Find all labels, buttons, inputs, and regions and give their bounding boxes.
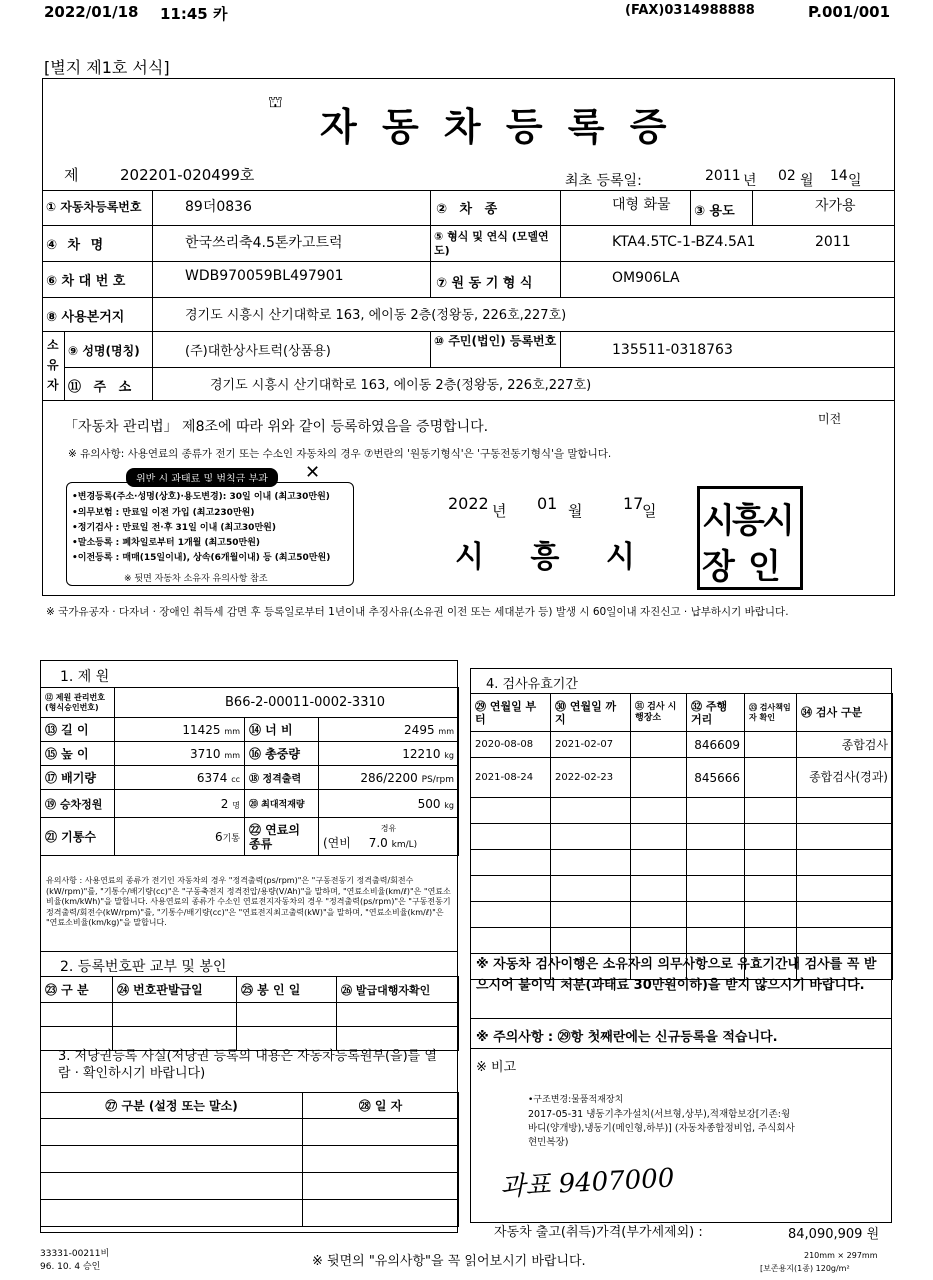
inspection-cell [631,850,687,876]
inspection-cell [631,798,687,824]
penalty-item: •이전등록 : 매매(15일이내), 상속(6개월이내) 등 (최고50만원) [72,553,331,563]
col-line [752,190,753,225]
plate-issue-header: ㉕ 봉 인 일 [237,977,337,1003]
inspection-cell [471,928,551,954]
fuel-cell [319,818,459,856]
displacement-cell [115,766,245,790]
penalty-title: 위반 시 과태료 및 범칙금 부과 [126,468,278,487]
inspection-title: 4. 검사유효기간 [486,677,578,692]
owner-id-label: ⑩ 주민(법인) 등록번호 [434,334,557,348]
inspection-cell [471,824,551,850]
use-label: ③ 용도 [694,204,735,219]
vin-value: WDB970059BL497901 [185,268,344,284]
footer-read-back: ※ 뒷면의 "유의사항"을 꼭 읽어보시기 바랍니다. [312,1254,586,1269]
inspection-cell [687,928,745,954]
height-label: ⑮ 높 이 [41,742,115,766]
power-cell [319,766,459,790]
inspection-cell [797,902,893,928]
inspection-cell [687,902,745,928]
plate-issue-cell [237,1027,337,1051]
seal-char: 시 [702,501,735,541]
row-line [42,261,895,262]
power-value: 286/2200 [360,770,418,785]
issue-month-unit: 월 [568,502,583,520]
inspection-km: 845666 [687,758,745,798]
lien-cell [303,1200,459,1227]
owner-name-label: ⑨ 성명(명칭) [68,344,140,358]
fuel-type-label: ㉒ 연료의 종류 [245,818,319,856]
plate-value: 89더0836 [185,199,252,215]
height-value: 3710 [190,746,221,761]
inspection-cell [745,902,797,928]
lien-cell [41,1119,303,1146]
remarks-line: 2017-05-31 냉동기추가설치(서브형,상부),적재함보강[기존:윙 [528,1109,791,1120]
row-line [42,297,895,298]
inspection-cell [797,798,893,824]
seats-cell [115,790,245,818]
first-reg-year-unit: 년 [743,173,757,189]
inspection-cell [745,850,797,876]
section-line [470,1048,892,1049]
handwritten-tax-base: 과표 9407000 [499,1163,676,1203]
spec-note: 유의사항 : 사용연료의 종류가 전기인 자동차의 경우 "정격출력(ps/rpm)"은 "구동전동기 정격출력/회전수(kW/rpm)"를, "기통수/배기량(cc)"은 "구동축전지 정격전압/용량(V/Ah)"을 말하며, "연료소비율(km/ℓ)"은 "연료소비율(km/kWh)"을 말합니다. 사용연료의 종류가 수소인 연료전지자동차의 경우 "정격출력(ps/rpm)"은 "구동전동기 정격출력/회전수(kW/rpm)"를, "기통수/배기량(cc)"은 "연료전지최고출력(kW)"을 말하며, "연료소비율(km/ℓ)"은 "연료소비율(km/kg)"을 말합니다. [46,876,451,927]
owner-address-value: 경기도 시흥시 산기대학로 163, 에이동 2층(정왕동, 226호,227호) [210,378,592,393]
first-reg-month: 02 [778,168,796,184]
seal-char: 인 [748,547,781,587]
width-unit: mm [438,726,455,736]
lien-title: 3. 저당권등록 사실(저당권 등록의 내용은 자동차등록원부(을)를 열람 · 확인하시기 바랍니다) [58,1049,437,1081]
inspection-cell [631,824,687,850]
inspection-header: ㉚ 연월일 까지 [551,694,631,732]
model-value: KTA4.5TC-1-BZ4.5A1 [612,234,756,250]
efficiency-value: 7.0 [368,835,388,850]
issue-month: 01 [537,494,558,513]
power-label: ⑱ 정격출력 [245,766,319,790]
first-row-notice: ※ 주의사항 : ㉙항 첫째란에는 신규등록을 적습니다. [476,1030,778,1045]
col-line [430,190,431,297]
section-line [40,951,458,952]
first-reg-month-unit: 월 [800,173,814,189]
fax-date: 2022/01/18 [44,3,139,21]
plate-issue-cell [337,1027,459,1051]
plate-issue-cell [41,1003,113,1027]
inspection-cell [687,798,745,824]
seats-value: 2 [220,796,229,811]
displacement-unit: cc [231,774,240,784]
lien-table [40,1092,459,1227]
inspection-header: ㉝ 검사책임자 확인 [745,694,797,732]
penalty-item: •말소등록 : 폐차일로부터 1개월 (최고50만원) [72,538,261,548]
plate-issue-title: 2. 등록번호판 교부 및 봉인 [60,959,227,975]
owner-group-label: 소유자 [47,338,59,392]
efficiency-unit: km/L) [391,839,418,850]
row-line [64,367,895,368]
issue-day-unit: 일 [642,502,657,520]
approval-value: B66-2-00011-0002-3310 [115,688,459,718]
fuel-type-value: 경유 [380,823,397,833]
length-value: 11425 [182,722,221,737]
footer-paper-size: 210mm × 297mm [804,1251,878,1260]
owner-id-value: 135511-0318763 [612,342,733,358]
col-line [430,331,431,367]
model-label: ⑤ 형식 및 연식 (모델연도) [434,230,549,257]
height-cell [115,742,245,766]
price-value: 84,090,909 원 [788,1227,880,1242]
footer-approved: 96. 10. 4 승인 [40,1262,101,1272]
remarks-line: •구조변경:물품적재장치 [528,1095,624,1105]
inspection-cell [745,824,797,850]
base-value: 경기도 시흥시 산기대학로 163, 에이동 2층(정왕동, 226호,227호) [185,308,567,323]
inspection-table [470,693,893,980]
approval-label: ⑫ 제원 관리번호 (형식승인번호) [41,688,115,718]
plate-issue-cell [113,1027,237,1051]
model-year: 2011 [815,234,851,250]
remarks-line: 바디(양개방),냉동기(메인형,하부)] (자동차종합정비업, 주식회사 [528,1123,795,1134]
gross-weight-unit: kg [444,750,455,760]
max-load-unit: kg [444,800,455,810]
inspection-cell [797,876,893,902]
fuel-caution: ※ 유의사항: 사용연료의 종류가 전기 또는 수소인 자동차의 경우 ⑦번란의 '원동기형식'은 '구동전동기형식'을 말합니다. [68,448,612,460]
row-line [42,400,895,401]
penalty-footer: ※ 뒷면 자동차 소유자 유의사항 참조 [124,574,268,584]
x-mark-icon: ✕ [305,462,321,483]
inspection-cell [551,902,631,928]
lien-cell [303,1119,459,1146]
seal-char: 흥 [732,501,765,541]
inspection-from: 2020-08-08 [471,732,551,758]
inspection-cell [631,902,687,928]
height-unit: mm [224,750,240,760]
inspection-cell [745,876,797,902]
merit-notice: ※ 국가유공자 · 다자녀 · 장애인 취득세 감면 후 등록일로부터 1년이내 추징사유(소유권 이전 또는 세대분가 등) 발생 시 60일이내 자진신고 · 납부하시기 바랍니다. [46,606,789,618]
inspection-to: 2021-02-07 [551,732,631,758]
vehicle-name-value: 한국쓰리축4.5톤카고트럭 [185,235,343,251]
issue-year-unit: 년 [492,502,507,520]
seal-char: 시 [762,501,795,541]
inspection-header: ㉛ 검사 시행장소 [631,694,687,732]
inspection-cell [797,928,893,954]
inspection-cell [471,902,551,928]
inspection-from: 2021-08-24 [471,758,551,798]
note-misjeon: 미전 [818,412,842,426]
issue-year: 2022 [448,494,489,513]
vin-label: ⑥ 차 대 번 호 [46,274,126,289]
inspection-header: ㉜ 주행 거리 [687,694,745,732]
base-label: ⑧ 사용본거지 [46,310,125,325]
inspection-place [631,758,687,798]
issuer-name: 시 흥 시 [455,540,653,575]
col-line [560,331,561,367]
row-line [42,225,895,226]
cylinders-unit: 기통 [222,833,240,844]
owner-address-label: ⑪ 주 소 [68,380,136,395]
penalty-item: •정기검사 : 만료일 전·후 31일 이내 (최고30만원) [72,523,276,533]
power-unit: PS/rpm [421,774,455,785]
inspection-cell [797,824,893,850]
price-label: 자동차 출고(취득)가격(부가세제외) : [494,1225,703,1240]
lien-cell [41,1200,303,1227]
first-reg-day-unit: 일 [848,173,862,189]
inspection-officer [745,732,797,758]
inspection-cell [687,850,745,876]
remarks-title: ※ 비고 [476,1060,517,1075]
row-line [42,331,895,332]
length-label: ⑬ 길 이 [41,718,115,742]
cylinders-cell [115,818,245,856]
official-seal [697,486,803,590]
inspection-cell [631,876,687,902]
inspection-cell [687,824,745,850]
col-line [690,190,691,225]
inspection-kind: 종합검사 [797,732,893,758]
section-line [470,1018,892,1019]
width-label: ⑭ 너 비 [245,718,319,742]
fax-time: 11:45 카 [160,5,228,23]
fax-number: (FAX)0314988888 [625,3,755,18]
plate-issue-cell [237,1003,337,1027]
engine-value: OM906LA [612,270,680,286]
plate-issue-header: ㉖ 발급대행자확인 [337,977,459,1003]
displacement-value: 6374 [196,770,228,785]
owner-name-value: (주)대한상사트럭(상품용) [185,344,331,359]
col-line [64,331,65,400]
inspection-cell [797,850,893,876]
lien-cell [303,1146,459,1173]
vehicle-name-label: ④ 차 명 [46,238,107,253]
lien-header: ㉘ 일 자 [303,1093,459,1119]
penalty-item: •변경등록(주소·성명(상호)·용도변경): 30일 이내 (최고30만원) [72,492,330,502]
footer-code: 33331-00211비 [40,1249,110,1259]
inspection-cell [551,824,631,850]
cylinders-label: ㉑ 기통수 [41,818,115,856]
length-unit: mm [224,726,240,736]
inspection-to: 2022-02-23 [551,758,631,798]
specs-table [40,687,459,856]
col-line [152,190,153,400]
max-load-value: 500 [417,796,441,811]
displacement-label: ⑰ 배기량 [41,766,115,790]
seats-unit: 명 [232,800,240,810]
specs-title: 1. 제 원 [60,669,110,685]
inspection-cell [471,876,551,902]
width-value: 2495 [404,722,435,737]
first-reg-year: 2011 [705,168,741,184]
inspection-cell [745,928,797,954]
inspection-kind: 종합검사(경과) [797,758,893,798]
inspection-cell [551,798,631,824]
inspection-cell [551,850,631,876]
max-load-cell [319,790,459,818]
inspection-place [631,732,687,758]
plate-issue-table [40,976,459,1051]
inspection-cell [687,876,745,902]
remarks-line: 현민복장) [528,1137,569,1148]
length-cell [115,718,245,742]
inspection-cell [631,928,687,954]
doc-no: 202201-020499호 [120,166,255,184]
plate-issue-header: ㉓ 구 분 [41,977,113,1003]
engine-label: ⑦ 원 동 기 형 식 [436,276,533,291]
use-value: 자가용 [815,198,856,214]
gross-weight-value: 12210 [402,746,441,761]
lien-cell [41,1146,303,1173]
inspection-km: 846609 [687,732,745,758]
lien-cell [303,1173,459,1200]
plate-issue-cell [113,1003,237,1027]
logo-mark-icon: ⛫ [268,92,283,111]
row-line [42,190,895,191]
vehicle-type-value: 대형 화물 [612,197,671,213]
inspection-cell [471,798,551,824]
lien-cell [41,1173,303,1200]
lien-header: ㉗ 구분 (설정 또는 말소) [41,1093,303,1119]
seal-char: 장 [702,547,735,587]
first-reg-label: 최초 등록일: [565,173,642,189]
inspection-cell [745,798,797,824]
penalty-item: •의무보험 : 만료일 이전 가입 (최고230만원) [72,508,255,518]
certify-text: 「자동차 관리법」 제8조에 따라 위와 같이 등록하였음을 증명합니다. [64,419,489,435]
max-load-label: ⑳ 최대적재량 [245,790,319,818]
inspection-header: ㉙ 연월일 부터 [471,694,551,732]
inspection-cell [551,876,631,902]
width-cell [319,718,459,742]
footer-paper-type: [보존용지(1종) 120g/m² [760,1264,850,1273]
document-title: 자 동 차 등 록 증 [320,104,673,149]
form-label: [별지 제1호 서식] [44,58,170,77]
efficiency-label: (연비 [323,835,351,850]
inspection-header: ㉞ 검사 구분 [797,694,893,732]
gross-weight-cell [319,742,459,766]
gross-weight-label: ⑯ 총중량 [245,742,319,766]
cylinders-value: 6 [214,829,223,844]
seats-label: ⑲ 승차정원 [41,790,115,818]
plate-issue-cell [41,1027,113,1051]
inspection-cell [551,928,631,954]
first-reg-day: 14 [830,168,848,184]
inspection-warning: ※ 자동차 검사이행은 소유자의 의무사항으로 유효기간내 검사를 꼭 받으시어 불이익 처분(과태료 30만원이하)을 받지 않으시기 바랍니다. [476,957,877,993]
col-line [560,190,561,297]
plate-issue-cell [337,1003,459,1027]
doc-no-label: 제 [64,166,79,184]
inspection-officer [745,758,797,798]
issue-day: 17 [623,494,644,513]
inspection-cell [471,850,551,876]
plate-label: ① 자동차등록번호 [46,200,142,214]
fax-page: P.001/001 [808,3,891,21]
plate-issue-header: ㉔ 번호판발급일 [113,977,237,1003]
vehicle-type-label: ② 차 종 [436,202,502,217]
